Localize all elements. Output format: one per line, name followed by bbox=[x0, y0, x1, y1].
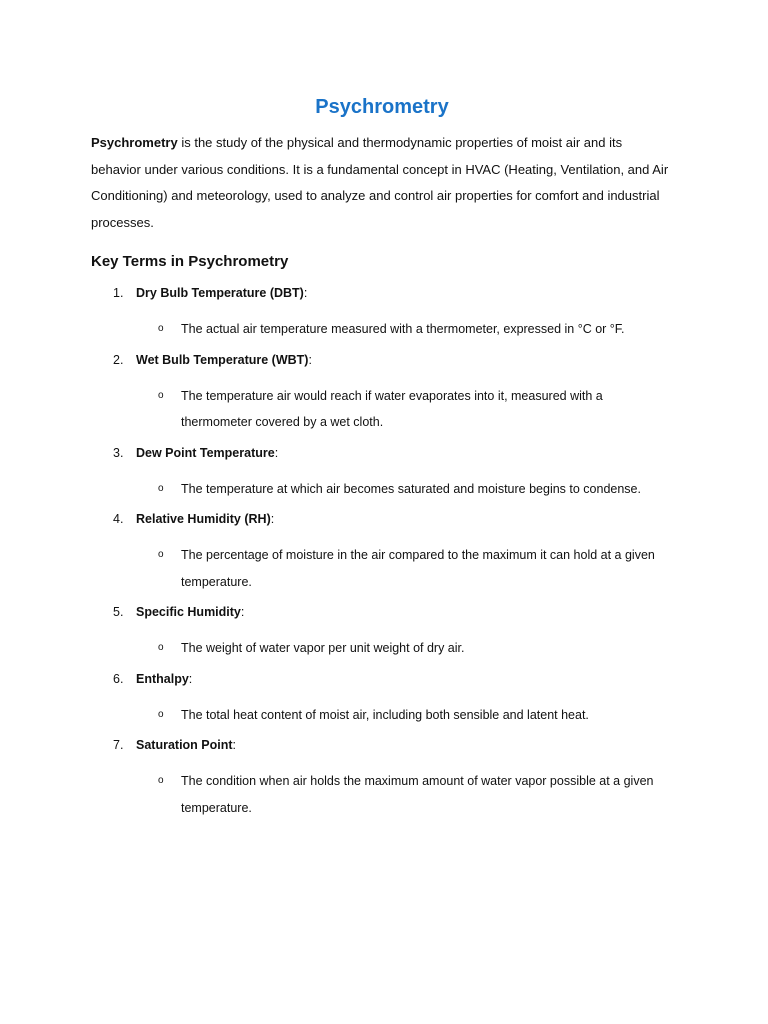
hollow-bullet-icon: o bbox=[158, 482, 164, 494]
term-description bbox=[91, 635, 673, 662]
term-heading bbox=[91, 666, 673, 692]
term-colon: : bbox=[274, 445, 279, 460]
term-item bbox=[91, 280, 673, 343]
term-heading bbox=[91, 440, 673, 466]
term-heading bbox=[91, 732, 673, 758]
hollow-bullet-icon: o bbox=[158, 642, 164, 653]
term-name: Enthalpy bbox=[136, 671, 189, 686]
term-heading bbox=[91, 599, 673, 625]
term-heading bbox=[91, 506, 673, 532]
term-description-text: The actual air temperature measured with a thermometer, expressed in °C or °F. bbox=[181, 322, 625, 336]
term-colon: : bbox=[232, 738, 237, 752]
key-terms-list bbox=[91, 280, 673, 821]
term-colon: : bbox=[188, 671, 193, 686]
term-description-text: The temperature air would reach if water evaporates into it, measured with a thermometer covered by a wet cloth. bbox=[181, 388, 603, 429]
term-item bbox=[91, 666, 673, 729]
term-name: Specific Humidity bbox=[136, 605, 241, 619]
term-description-text: The temperature at which air becomes saturated and moisture begins to condense. bbox=[181, 481, 641, 496]
hollow-bullet-icon: o bbox=[158, 389, 164, 401]
term-heading bbox=[91, 280, 673, 306]
term-description bbox=[91, 476, 673, 503]
term-item bbox=[91, 732, 673, 821]
term-number: 3. bbox=[113, 445, 124, 460]
hollow-bullet-icon: o bbox=[158, 775, 164, 786]
term-description bbox=[91, 542, 673, 595]
term-item bbox=[91, 506, 673, 595]
term-description bbox=[91, 383, 673, 436]
term-number: 2. bbox=[113, 352, 124, 367]
hollow-bullet-icon: o bbox=[158, 323, 164, 334]
term-colon: : bbox=[270, 512, 275, 526]
hollow-bullet-icon: o bbox=[158, 708, 164, 720]
term-heading bbox=[91, 347, 673, 373]
term-item bbox=[91, 440, 673, 503]
term-name: Relative Humidity (RH) bbox=[136, 512, 271, 526]
intro-paragraph bbox=[91, 130, 673, 236]
term-number: 4. bbox=[113, 512, 124, 526]
term-name: Wet Bulb Temperature (WBT) bbox=[136, 352, 309, 367]
intro-text: is the study of the physical and thermodynamic properties of moist air and its behavior under various conditions. It is a fundamental concept in HVAC (Heating, Ventilation, and Air Conditioning) and meteorology, used to analyze and control air properties for comfort and industrial processes. bbox=[91, 135, 669, 230]
term-description bbox=[91, 702, 673, 729]
term-colon: : bbox=[303, 286, 308, 300]
term-item bbox=[91, 599, 673, 662]
term-name: Dry Bulb Temperature (DBT) bbox=[136, 286, 304, 300]
term-number: 7. bbox=[113, 738, 124, 752]
term-number: 1. bbox=[113, 286, 124, 300]
term-colon: : bbox=[308, 352, 312, 367]
intro-lead: Psychrometry bbox=[91, 135, 178, 150]
term-name: Saturation Point bbox=[136, 738, 233, 752]
term-description-text: The percentage of moisture in the air compared to the maximum it can hold at a given temperature. bbox=[181, 548, 655, 589]
term-item bbox=[91, 347, 673, 436]
term-name: Dew Point Temperature bbox=[136, 445, 275, 460]
hollow-bullet-icon: o bbox=[158, 549, 164, 560]
term-description bbox=[91, 768, 673, 821]
document-title: Psychrometry bbox=[315, 96, 449, 118]
section-heading: Key Terms in Psychrometry bbox=[91, 253, 289, 270]
term-number: 5. bbox=[113, 605, 124, 619]
term-description-text: The condition when air holds the maximum amount of water vapor possible at a given temperature. bbox=[181, 774, 654, 815]
term-description-text: The total heat content of moist air, including both sensible and latent heat. bbox=[181, 707, 589, 722]
term-colon: : bbox=[240, 605, 245, 619]
term-description bbox=[91, 316, 673, 343]
term-description-text: The weight of water vapor per unit weight of dry air. bbox=[181, 641, 465, 655]
term-number: 6. bbox=[113, 671, 124, 686]
